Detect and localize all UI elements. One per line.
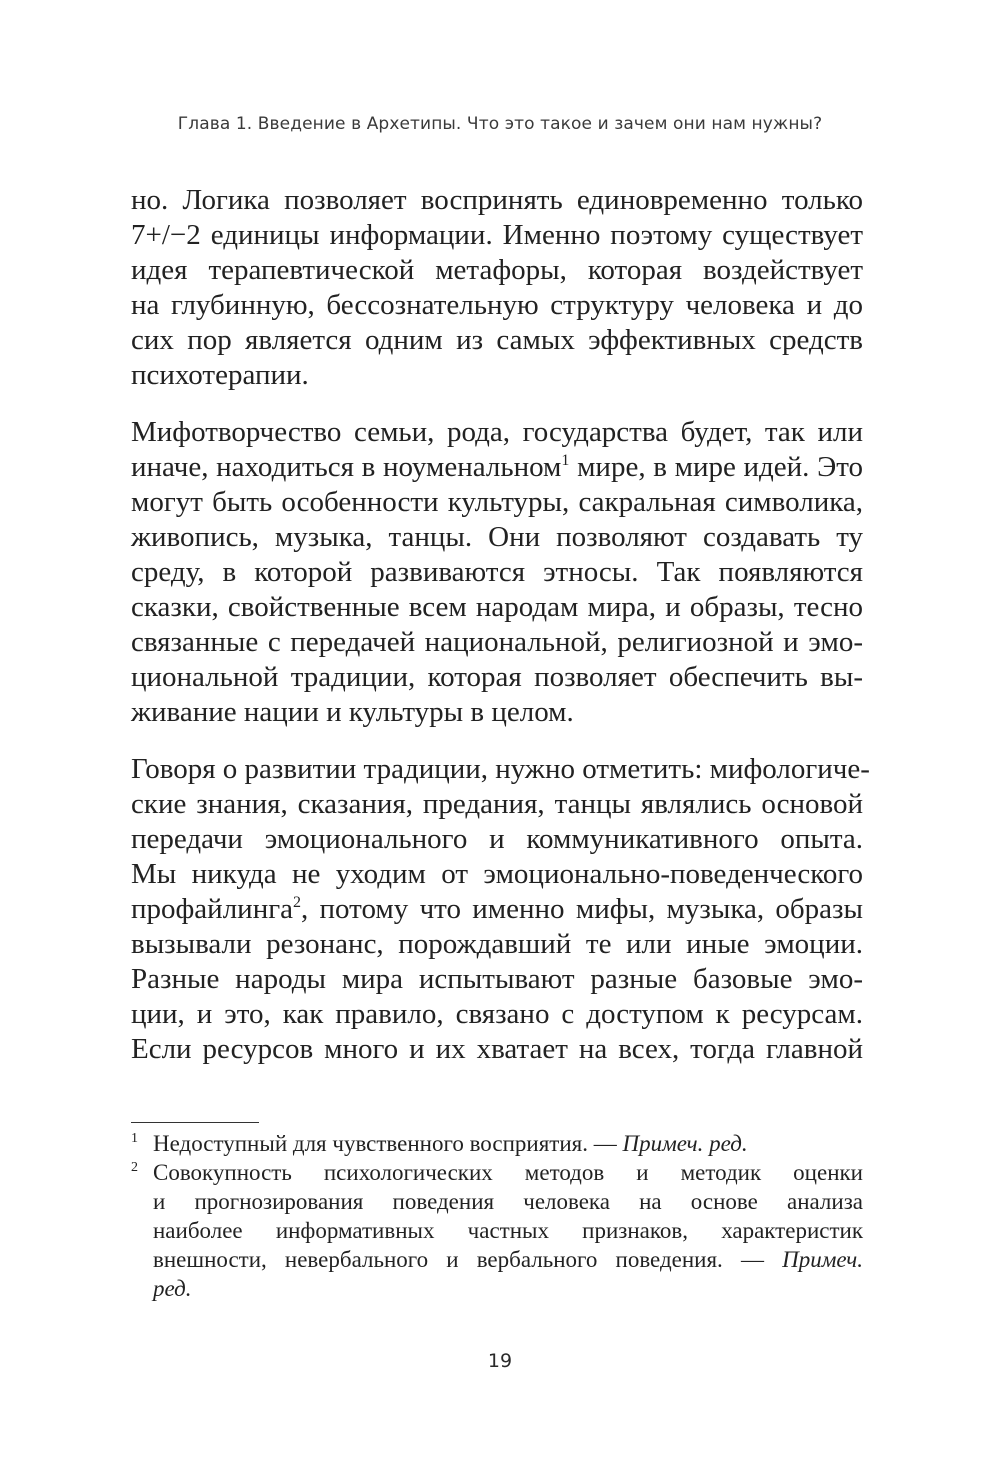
text-line: могут быть особенности культуры, сакральная символика, (131, 486, 863, 518)
page-number: 19 (487, 1350, 513, 1372)
text-fragment: иначе, находиться в ноуменальном (131, 451, 562, 483)
footnote-text: внешности, невербального и вербального поведения. — (153, 1247, 783, 1272)
text-line: сих пор является одним из самых эффективных средств (131, 324, 863, 356)
footnote-divider (131, 1122, 259, 1123)
footnote-line: Совокупность психологических методов и методик оценки (153, 1160, 863, 1185)
text-line: сказки, свойственные всем народам мира, и образы, тесно (131, 591, 863, 623)
footnote-line: и прогнозирования поведения человека на основе анализа (153, 1189, 863, 1214)
text-line: на глубинную, бессознательную структуру человека и до (131, 289, 863, 321)
footnote-1 (131, 1129, 863, 1158)
footnote-line (153, 1274, 863, 1303)
editor-note: Примеч. (782, 1247, 863, 1272)
body-text (131, 183, 870, 1089)
footnote-ref-1[interactable]: 1 (561, 452, 570, 469)
text-line: Если ресурсов много и их хватает на всех, тогда главной (131, 1033, 863, 1065)
text-fragment: мире, в мире идей. Это (577, 451, 864, 483)
text-line: Говоря о развитии традиции, нужно отметить: мифологиче- (131, 753, 870, 785)
paragraph-1 (131, 183, 863, 393)
paragraph-3 (131, 752, 870, 1067)
footnote-ref-2[interactable]: 2 (292, 894, 301, 911)
text-line: живание нации и культуры в целом. (131, 696, 574, 728)
text-line-with-footnote (131, 892, 863, 927)
text-line: живопись, музыка, танцы. Они позволяют создавать ту (131, 521, 863, 553)
text-line: Мифотворчество семьи, рода, государства будет, так или (131, 416, 863, 448)
footnotes (131, 1129, 863, 1303)
text-fragment: , потому что именно мифы, музыка, образы (300, 893, 863, 925)
text-line: вызывали резонанс, порождавший те или иные эмоции. (131, 928, 863, 960)
text-line: Мы никуда не уходим от эмоционально-поведенческого (131, 858, 863, 890)
text-line: связанные с передачей национальной, религиозной и эмо- (131, 626, 863, 658)
footnote-line: наиболее информативных частных признаков, характеристик (153, 1218, 863, 1243)
footnote-mark: 2 (131, 1160, 138, 1175)
text-line: 7+/−2 единицы информации. Именно поэтому существует (131, 219, 863, 251)
footnote-text: Недоступный для чувственного восприятия. — (153, 1131, 623, 1156)
text-line: ские знания, сказания, предания, танцы являлись основой (131, 788, 863, 820)
running-head: Глава 1. Введение в Архетипы. Что это такое и зачем они нам нужны? (177, 114, 823, 134)
text-line: идея терапевтической метафоры, которая воздействует (131, 254, 863, 286)
footnote-line (153, 1245, 863, 1274)
footnote-2 (131, 1158, 863, 1303)
text-line: но. Логика позволяет воспринять единовременно только (131, 184, 863, 216)
text-line-with-footnote (131, 450, 863, 485)
text-line: передачи эмоционального и коммуникативного опыта. (131, 823, 863, 855)
text-line: циональной традиции, которая позволяет обеспечить вы- (131, 661, 863, 693)
paragraph-2 (131, 415, 863, 730)
footnote-line (153, 1129, 863, 1158)
text-line: психотерапии. (131, 359, 309, 391)
editor-note: ред. (153, 1276, 192, 1301)
footnote-mark: 1 (131, 1131, 138, 1146)
editor-note: Примеч. ред. (622, 1131, 748, 1156)
text-fragment: профайлинга (131, 893, 293, 925)
text-line: ции, и это, как правило, связано с доступом к ресурсам. (131, 998, 863, 1030)
text-line: Разные народы мира испытывают разные базовые эмо- (131, 963, 863, 995)
text-line: среду, в которой развиваются этносы. Так появляются (131, 556, 863, 588)
